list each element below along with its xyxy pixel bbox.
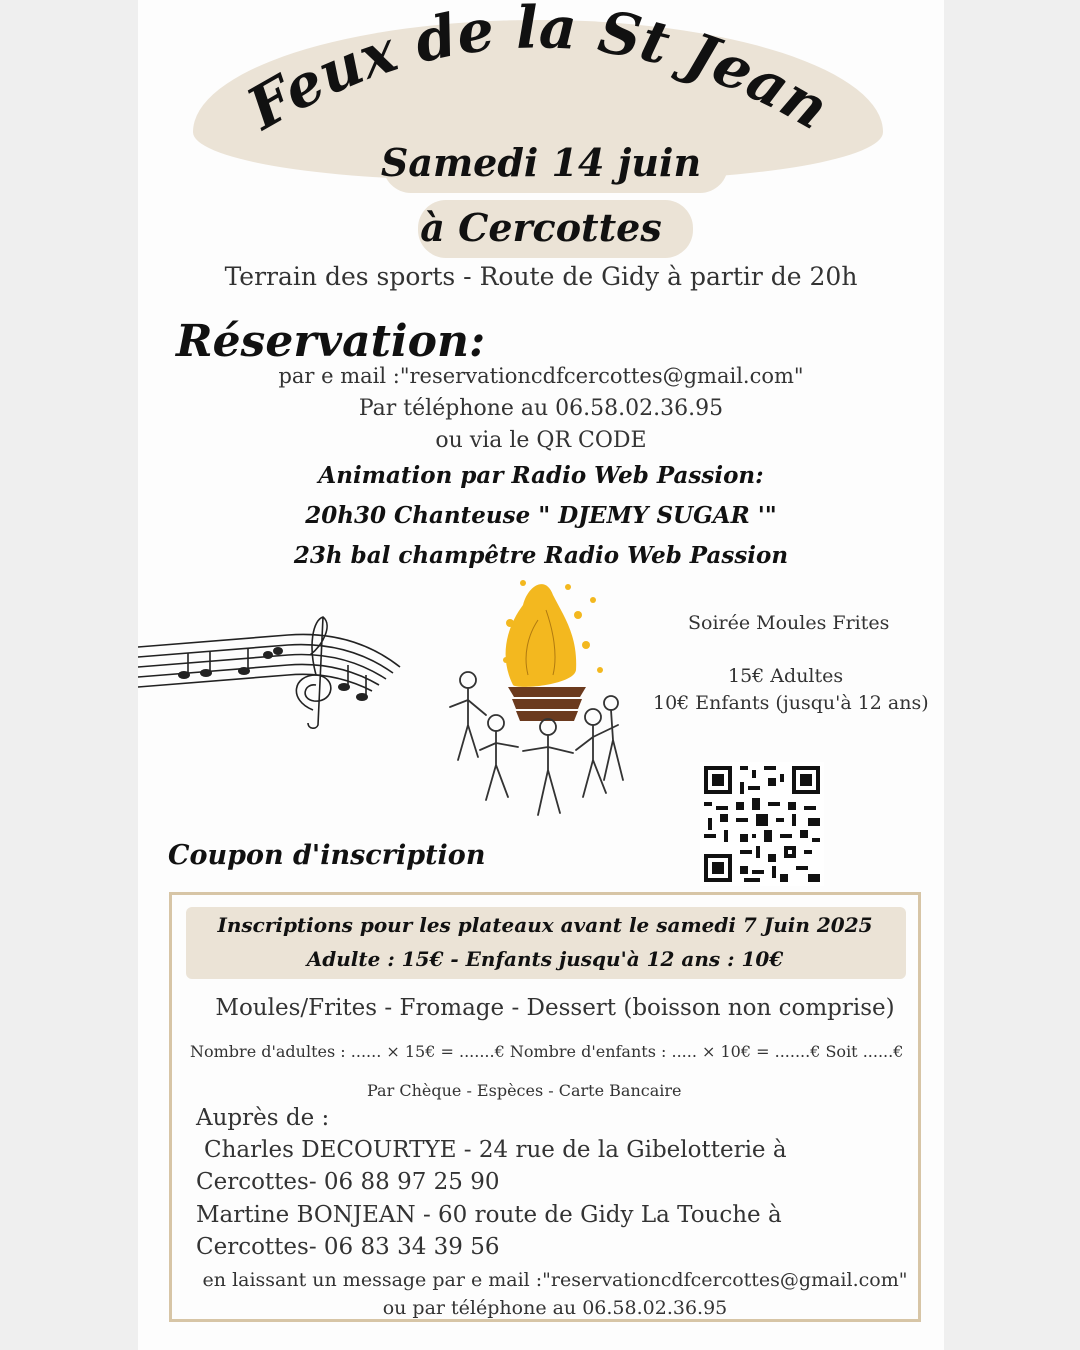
coupon-message-line: en laissant un message par e mail :"reservationcdfcercottes@gmail.com" (202, 1269, 908, 1291)
soiree-title: Soirée Moules Frites (688, 612, 890, 634)
poster (138, 0, 944, 1350)
reservation-heading: Réservation: (176, 316, 486, 367)
qr-code[interactable] (700, 762, 824, 886)
animation-line-2: 23h bal champêtre Radio Web Passion (293, 542, 789, 569)
contact-1-address: Charles DECOURTYE - 24 rue de la Gibelotterie à (204, 1137, 787, 1163)
registration-coupon (169, 892, 921, 1322)
contact-2-phone: Cercottes- 06 83 34 39 56 (196, 1234, 500, 1260)
coupon-deadline: Inscriptions pour les plateaux avant le samedi 7 Juin 2025 (217, 913, 873, 937)
coupon-menu: Moules/Frites - Fromage - Dessert (boisson non comprise) (215, 995, 895, 1021)
coupon-prices: Adulte : 15€ - Enfants jusqu'à 12 ans : 10€ (306, 947, 784, 971)
animation-line-1: 20h30 Chanteuse " DJEMY SUGAR '" (305, 502, 777, 529)
bonfire-dancers-illustration (428, 575, 638, 830)
soiree-adult-price: 15€ Adultes (728, 665, 844, 687)
event-date: Samedi 14 juin (380, 140, 702, 185)
soiree-child-price: 10€ Enfants (jusqu'à 12 ans) (653, 692, 929, 714)
music-notes-illustration (138, 605, 413, 735)
coupon-phone-line: ou par téléphone au 06.58.02.36.95 (382, 1297, 728, 1319)
coupon-heading: Coupon d'inscription (168, 840, 486, 871)
reservation-qr: ou via le QR CODE (435, 428, 647, 453)
coupon-contacts-intro: Auprès de : (196, 1105, 330, 1131)
reservation-email: par e mail :"reservationcdfcercottes@gmail.com" (278, 364, 804, 388)
animation-heading: Animation par Radio Web Passion: (318, 462, 764, 489)
coupon-form-line[interactable]: Nombre d'adultes : ...... × 15€ = .......€ Nombre d'enfants : ..... × 10€ = .......€ Soit ......€ (190, 1042, 904, 1061)
svg-text:Feux de la St Jean: Feux de la St Jean (236, 0, 840, 143)
contact-2-address: Martine BONJEAN - 60 route de Gidy La Touche à (196, 1202, 782, 1228)
coupon-payment: Par Chèque - Espèces - Carte Bancaire (367, 1081, 682, 1100)
event-venue: Terrain des sports - Route de Gidy à partir de 20h (224, 262, 858, 291)
contact-1-phone: Cercottes- 06 88 97 25 90 (196, 1169, 500, 1195)
event-town: à Cercottes (420, 205, 662, 250)
reservation-phone: Par téléphone au 06.58.02.36.95 (358, 396, 724, 421)
